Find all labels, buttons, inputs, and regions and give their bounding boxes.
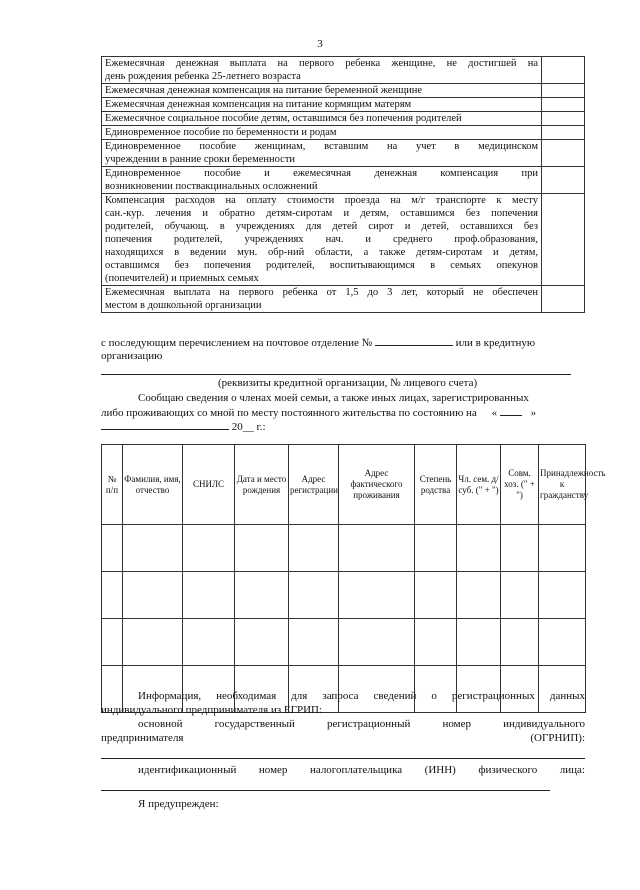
- ip-line2: индивидуального предпринимателя из ЕГРИП:: [101, 704, 323, 716]
- benefit-row: [102, 194, 585, 286]
- family-cell[interactable]: [339, 619, 415, 666]
- ogrnip-text-b: (ОГРНИП):: [530, 732, 585, 744]
- benefit-line: находящихся в ведении мун. обр-ний области, а также детям-сиротам и детям,: [105, 247, 538, 258]
- quote-close: »: [530, 407, 537, 419]
- benefit-mark-cell[interactable]: [542, 140, 585, 167]
- benefit-mark-cell[interactable]: [542, 286, 585, 313]
- word: номер: [258, 764, 288, 776]
- ogrnip-row: [138, 717, 585, 731]
- family-cell[interactable]: [123, 572, 183, 619]
- word: номер: [442, 718, 471, 730]
- family-cell[interactable]: [289, 619, 339, 666]
- ogrnip-row-2: [101, 731, 585, 745]
- benefit-line: Ежемесячная денежная выплата на первого ребенка женщине, не достигшей на: [105, 58, 538, 69]
- benefit-line: (попечителей) и приемных семьях: [105, 273, 259, 284]
- warned-text: Я предупрежден:: [138, 798, 219, 810]
- benefit-mark-cell[interactable]: [542, 194, 585, 286]
- benefit-line: Единовременное пособие женщинам, вставшим на учет в медицинском: [105, 141, 538, 152]
- family-col-header: Адрес регистрации: [289, 445, 339, 525]
- benefit-name: [102, 286, 542, 313]
- family-intro-text: либо проживающих со мной по месту постоянного жительства по состоянию на: [101, 407, 477, 419]
- word: идентификационный: [138, 764, 237, 776]
- benefit-row: [102, 112, 585, 126]
- family-cell[interactable]: [457, 619, 501, 666]
- postal-line: [101, 335, 535, 350]
- benefit-name: [102, 140, 542, 167]
- family-col-header: Фамилия, имя, отчество: [123, 445, 183, 525]
- benefit-name: [102, 126, 542, 140]
- benefit-name: [102, 57, 542, 84]
- postal-text-2: или в кредитную: [455, 337, 536, 349]
- family-intro-line1: Сообщаю сведения о членах моей семьи, а также иных лицах, зарегистрированных: [138, 392, 529, 404]
- benefit-line: Единовременное пособие и ежемесячная денежная компенсация при: [105, 168, 538, 179]
- inn-row: [138, 763, 585, 777]
- family-col-header: № п/п: [102, 445, 123, 525]
- family-row: [102, 572, 586, 619]
- benefit-name: [102, 112, 542, 126]
- family-cell[interactable]: [102, 619, 123, 666]
- ip-line1: [138, 689, 585, 703]
- family-cell[interactable]: [102, 572, 123, 619]
- family-cell[interactable]: [183, 572, 235, 619]
- benefit-row: [102, 98, 585, 112]
- family-cell[interactable]: [539, 572, 586, 619]
- benefit-line: Ежемесячное социальное пособие детям, оставшимся без попечения родителей: [105, 113, 462, 124]
- word: физического: [478, 764, 538, 776]
- benefits-table: [101, 56, 585, 313]
- benefit-line: местом в дошкольной организации: [105, 300, 262, 311]
- benefit-row: [102, 84, 585, 98]
- benefit-line: попечения родителей, учреждениях нач. и среднего проф.образования,: [105, 234, 538, 245]
- bank-caption: (реквизиты кредитной организации, № лицевого счета): [218, 377, 478, 389]
- family-cell[interactable]: [501, 525, 539, 572]
- benefit-mark-cell[interactable]: [542, 57, 585, 84]
- family-col-header: Адрес фактического проживания: [339, 445, 415, 525]
- postal-text: с последующим перечислением на почтовое отделение №: [101, 337, 373, 349]
- family-cell[interactable]: [415, 572, 457, 619]
- family-cell[interactable]: [539, 619, 586, 666]
- family-cell[interactable]: [339, 572, 415, 619]
- word: основной: [138, 718, 183, 730]
- family-col-header: Чл. сем. д/суб. (" + "): [457, 445, 501, 525]
- family-intro-line2: [101, 405, 536, 420]
- benefit-line: Ежемесячная денежная компенсация на питание кормящим матерям: [105, 99, 412, 110]
- benefit-line: Ежемесячная денежная компенсация на питание беременной женщине: [105, 85, 423, 96]
- ip-text-1: Информация, необходимая для запроса сведений о регистрационных данных: [138, 690, 585, 702]
- benefit-name: [102, 194, 542, 286]
- benefit-row: [102, 140, 585, 167]
- family-col-header: Степень родства: [415, 445, 457, 525]
- family-cell[interactable]: [501, 619, 539, 666]
- family-col-header: Дата и место рождения: [235, 445, 289, 525]
- benefit-mark-cell[interactable]: [542, 126, 585, 140]
- family-cell[interactable]: [235, 572, 289, 619]
- family-cell[interactable]: [457, 525, 501, 572]
- benefit-name: [102, 84, 542, 98]
- benefit-row: [102, 57, 585, 84]
- family-cell[interactable]: [102, 525, 123, 572]
- family-cell[interactable]: [415, 619, 457, 666]
- family-cell[interactable]: [339, 525, 415, 572]
- family-cell[interactable]: [539, 525, 586, 572]
- year-text: 20__ г.:: [231, 421, 266, 433]
- quote-open: «: [491, 407, 498, 419]
- benefit-line: оставшимся без попечения родителей, воспитывающимся в семьях опекунов: [105, 260, 538, 271]
- family-row: [102, 619, 586, 666]
- family-cell[interactable]: [457, 572, 501, 619]
- family-row: [102, 525, 586, 572]
- family-cell[interactable]: [123, 619, 183, 666]
- family-cell[interactable]: [183, 525, 235, 572]
- family-col-header: Совм. хоз. (" + "): [501, 445, 539, 525]
- family-cell[interactable]: [235, 619, 289, 666]
- family-cell[interactable]: [289, 572, 339, 619]
- family-cell[interactable]: [123, 525, 183, 572]
- day-field[interactable]: [500, 405, 522, 416]
- benefit-line: Компенсация расходов на оплату стоимости проезда на м/г транспорте к месту: [105, 195, 538, 206]
- benefit-mark-cell[interactable]: [542, 84, 585, 98]
- benefit-line: родителей, обучающ. в учреждениях для детей сирот и детей, оставшихся без: [105, 221, 538, 232]
- benefit-mark-cell[interactable]: [542, 112, 585, 126]
- word: регистрационный: [327, 718, 411, 730]
- word: (ИНН): [424, 764, 456, 776]
- family-cell[interactable]: [289, 525, 339, 572]
- family-cell[interactable]: [415, 525, 457, 572]
- ogrnip-field[interactable]: [101, 758, 585, 759]
- word: индивидуального: [503, 718, 585, 730]
- word: государственный: [214, 718, 295, 730]
- benefit-line: сан.-кур. лечения и обратно детям-сиротам и детям, оставшимся без попечения: [105, 208, 538, 219]
- benefit-line: учреждении в ранние сроки беременности: [105, 154, 296, 165]
- benefit-row: [102, 126, 585, 140]
- family-col-header: Принадлежность к гражданству: [539, 445, 586, 525]
- bank-details-field[interactable]: [101, 374, 571, 375]
- family-table: [101, 444, 606, 713]
- inn-field[interactable]: [101, 790, 550, 791]
- benefit-mark-cell[interactable]: [542, 98, 585, 112]
- page-number: 3: [317, 38, 323, 50]
- word: лица:: [559, 764, 585, 776]
- benefit-line: Единовременное пособие по беременности и родам: [105, 127, 337, 138]
- ogrnip-text-a: предпринимателя: [101, 732, 184, 744]
- family-cell[interactable]: [183, 619, 235, 666]
- benefit-row: [102, 167, 585, 194]
- benefit-mark-cell[interactable]: [542, 167, 585, 194]
- benefit-line: Ежемесячная выплата на первого ребенка от 1,5 до 3 лет, который не обеспечен: [105, 287, 538, 298]
- family-col-header: СНИЛС: [183, 445, 235, 525]
- postal-office-field[interactable]: [375, 335, 453, 346]
- benefit-line: день рождения ребенка 25-летнего возраста: [105, 71, 301, 82]
- benefit-name: [102, 98, 542, 112]
- family-cell[interactable]: [501, 572, 539, 619]
- word: налогоплательщика: [309, 764, 403, 776]
- postal-text-3: организацию: [101, 350, 163, 362]
- family-intro-line3: [101, 419, 266, 434]
- benefit-name: [102, 167, 542, 194]
- benefit-row: [102, 286, 585, 313]
- month-field[interactable]: [101, 419, 229, 430]
- family-cell[interactable]: [235, 525, 289, 572]
- benefit-line: возникновении поствакцинальных осложнений: [105, 181, 318, 192]
